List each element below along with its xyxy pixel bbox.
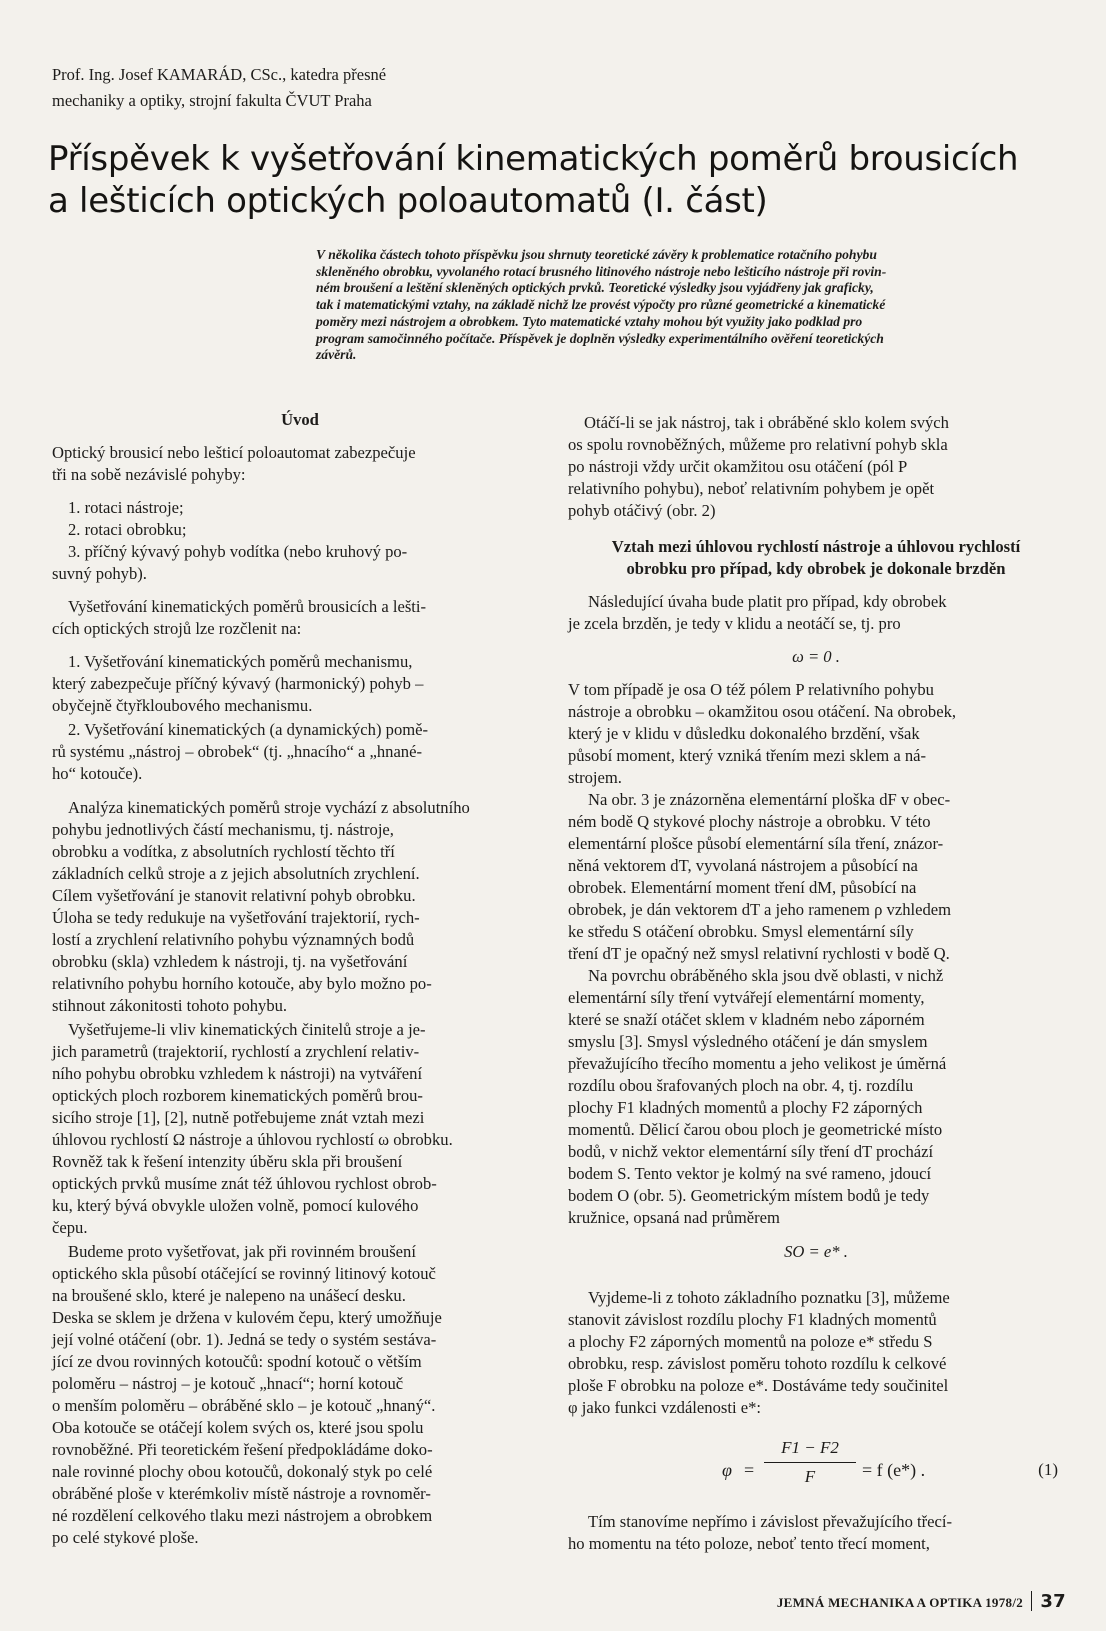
text-line: rovnoběžné. Při teoretickém řešení předpokládáme doko- bbox=[52, 1440, 433, 1459]
text-line: bodem S. Tento vektor je kolmý na své rameno, jdoucí bbox=[568, 1164, 932, 1183]
text-line: ního pohybu obrobku vzhledem k nástroji) na vytváření bbox=[52, 1064, 423, 1083]
text-line: relativního pohybu horního kotouče, aby bylo možno po- bbox=[52, 974, 432, 993]
text-line: 2. Vyšetřování kinematických (a dynamických) pomě- bbox=[68, 720, 429, 739]
text-line: po nástroji vždy určit okamžitou osu otáčení (pól P bbox=[568, 457, 908, 476]
text-line: stihnout zákonitosti tohoto pohybu. bbox=[52, 996, 288, 1015]
text-line: ho momentu na této poloze, neboť tento třecí moment, bbox=[568, 1534, 930, 1553]
formula-numerator: F1 − F2 bbox=[781, 1438, 839, 1457]
text-line: Vyšetřujeme-li vliv kinematických činitelů stroje a je- bbox=[68, 1020, 426, 1039]
text-line: optického skla působí otáčející se rovinný litinový kotouč bbox=[52, 1264, 436, 1283]
text-line: Vyšetřování kinematických poměrů brousicích a lešti- bbox=[68, 597, 427, 616]
text-line: elementární plošce působí elementární síla tření, znázor- bbox=[568, 834, 944, 853]
section-heading-line-2: obrobku pro případ, kdy obrobek je dokonale brzděn bbox=[626, 559, 1006, 578]
abstract-line: skleněného obrobku, vyvolaného rotací brusného litinového nástroje nebo lešticího nástroje při rovin- bbox=[316, 263, 887, 279]
text-line: na broušené sklo, které je nalepeno na unášecí desku. bbox=[52, 1286, 406, 1305]
text-line: lostí a zrychlení relativního pohybu významných bodů bbox=[52, 930, 415, 949]
text-line: ném bodě Q stykové plochy nástroje a obrobku. V této bbox=[568, 812, 931, 831]
equation-omega: ω = 0 . bbox=[792, 647, 840, 666]
equation-so: SO = e* . bbox=[784, 1242, 848, 1261]
text-line: Tím stanovíme nepřímo i závislost převažujícího třecí- bbox=[588, 1512, 953, 1531]
text-line: sicího stroje [1], [2], nutně potřebujeme znát vztah mezi bbox=[52, 1108, 425, 1127]
text-line: ku, který bývá obvykle uložen volně, pomocí kulového bbox=[52, 1196, 419, 1215]
text-line: kružnice, opsaná nad průměrem bbox=[568, 1208, 780, 1227]
text-line: Na povrchu obráběného skla jsou dvě oblasti, v nichž bbox=[588, 966, 944, 985]
text-line: jich parametrů (trajektorií, rychlostí a zrychlení relativ- bbox=[52, 1042, 420, 1061]
text-line: a plochy F2 záporných momentů na poloze e* středu S bbox=[568, 1332, 933, 1351]
page-number: 37 bbox=[1040, 1591, 1066, 1612]
text-line: který zabezpečuje příčný kývavý (harmonický) pohyb – bbox=[52, 674, 424, 693]
text-line: smyslu [3]. Smysl výsledného otáčení je dán smyslem bbox=[568, 1032, 928, 1051]
list-item: 1. rotaci nástroje; bbox=[68, 498, 184, 517]
abstract-line: V několika částech tohoto příspěvku jsou shrnuty teoretické závěry k problematice rotačního pohybu bbox=[316, 247, 877, 262]
text-line: Budeme proto vyšetřovat, jak při rovinném broušení bbox=[68, 1242, 416, 1261]
text-line: Cílem vyšetřování je stanovit relativní pohyb obrobku. bbox=[52, 886, 416, 905]
text-line: Otáčí-li se jak nástroj, tak i obráběné sklo kolem svých bbox=[584, 413, 949, 432]
text-line: tři na sobě nezávislé pohyby: bbox=[52, 465, 246, 484]
text-line: Oba kotouče se otáčejí kolem svých os, které jsou spolu bbox=[52, 1418, 424, 1437]
text-line: bodů, v nichž vektor elementární síly tření dT prochází bbox=[568, 1142, 934, 1161]
text-line: ke středu S otáčení obrobku. Smysl elementární síly bbox=[568, 922, 914, 941]
abstract-line: tak i matematickými vztahy, na základě nichž lze provést výpočty pro různé geometrické a kinematické bbox=[316, 297, 886, 313]
text-line: Deska se sklem je držena v kulovém čepu, který umožňuje bbox=[52, 1308, 442, 1327]
title-line-2: a lešticích optických poloautomatů (I. část) bbox=[48, 181, 768, 221]
text-line: optických ploch rozborem kinematických poměrů brou- bbox=[52, 1086, 423, 1105]
text-line: převažujícího třecího momentu a jeho velikost je úměrná bbox=[568, 1054, 947, 1073]
text-line: obrobek, je dán vektorem dT a jeho ramenem ρ vzhledem bbox=[568, 900, 952, 919]
text-line: momentů. Dělicí čarou obou ploch je geometrické místo bbox=[568, 1120, 943, 1139]
text-line: os spolu rovnoběžných, můžeme pro relativní pohyb skla bbox=[568, 435, 948, 454]
text-line: optických prvků musíme znát též úhlovou rychlost obrob- bbox=[52, 1174, 437, 1193]
formula-equals: = bbox=[744, 1460, 755, 1480]
text-line: obrobek. Elementární moment tření dM, působící na bbox=[568, 878, 917, 897]
text-line: působí moment, který vzniká třením mezi sklem a ná- bbox=[568, 746, 927, 765]
section-heading-line-1: Vztah mezi úhlovou rychlostí nástroje a úhlovou rychlostí bbox=[611, 537, 1021, 556]
abstract bbox=[316, 247, 1066, 364]
text-line: 1. Vyšetřování kinematických poměrů mechanismu, bbox=[68, 652, 413, 671]
text-line: Následující úvaha bude platit pro případ, kdy obrobek bbox=[588, 592, 947, 611]
title-line-1: Příspěvek k vyšetřování kinematických poměrů brousicích bbox=[48, 139, 1019, 179]
text-line: suvný pohyb). bbox=[52, 564, 147, 583]
formula-rhs: = f (e*) . bbox=[862, 1460, 926, 1480]
abstract-line: závěrů. bbox=[316, 347, 357, 363]
text-line: po celé stykové ploše. bbox=[52, 1528, 199, 1547]
abstract-line: program samočinného počítače. Příspěvek je doplněn výsledky experimentálního ověření teoretických bbox=[316, 330, 884, 346]
text-line: obrobku (skla) vzhledem k nástroji, tj. na vyšetřování bbox=[52, 952, 408, 971]
text-line: které se snaží otáčet sklem v kladném nebo záporném bbox=[568, 1010, 925, 1029]
text-line: bodem O (obr. 5). Geometrickým místem bodů je tedy bbox=[568, 1186, 930, 1205]
list-item: 2. rotaci obrobku; bbox=[68, 520, 187, 539]
text-line: obráběné ploše v kterémkoliv místě nástroje a rovnoměr- bbox=[52, 1484, 431, 1503]
text-line: pohyb otáčivý (obr. 2) bbox=[568, 501, 716, 520]
text-line: nale rovinné plochy obou kotoučů, dokonalý styk po celé bbox=[52, 1462, 433, 1481]
text-line: Na obr. 3 je znázorněna elementární ploška dF v obec- bbox=[588, 790, 951, 809]
text-line: jící ze dvou rovinných kotoučů: spodní kotouč o větším bbox=[52, 1352, 422, 1371]
page-footer bbox=[700, 1591, 1066, 1612]
formula-lhs: φ bbox=[722, 1460, 732, 1480]
text-line: ho“ kotouče). bbox=[52, 764, 143, 783]
text-line: pohybu jednotlivých částí mechanismu, tj. nástroje, bbox=[52, 820, 394, 839]
text-line: Úloha se tedy redukuje na vyšetřování trajektorií, rych- bbox=[52, 908, 420, 927]
text-line: Rovněž tak k řešení intenzity úběru skla při broušení bbox=[52, 1152, 403, 1171]
abstract-line: ném broušení a leštění skleněných optických prvků. Teoretické výsledky jsou vyjádřeny jak graficky, bbox=[316, 280, 874, 296]
text-line: φ jako funkci vzdálenosti e*: bbox=[568, 1398, 761, 1417]
text-line: rozdílu obou šrafovaných ploch na obr. 4, tj. rozdílu bbox=[568, 1076, 914, 1095]
fraction-bar bbox=[764, 1462, 856, 1463]
text-line: elementární síly tření vytvářejí elementární momenty, bbox=[568, 988, 925, 1007]
equation-1 bbox=[568, 1438, 1064, 1498]
author-affiliation bbox=[52, 62, 572, 114]
text-line: základních celků stroje a z jejich absolutních zrychlení. bbox=[52, 864, 420, 883]
text-line: který je v klidu v důsledku dokonalého brzdění, však bbox=[568, 724, 920, 743]
text-line: úhlovou rychlostí Ω nástroje a úhlovou rychlostí ω obrobku. bbox=[52, 1130, 453, 1149]
text-line: plochy F1 kladných momentů a plochy F2 záporných bbox=[568, 1098, 923, 1117]
text-line: poloměru – nástroj – je kotouč „hnací“; horní kotouč bbox=[52, 1374, 404, 1393]
text-line: stanovit závislost rozdílu plochy F1 kladných momentů bbox=[568, 1310, 937, 1329]
text-line: je zcela brzděn, je tedy v klidu a neotáčí se, tj. pro bbox=[568, 614, 901, 633]
text-line: V tom případě je osa O též pólem P relativního pohybu bbox=[568, 680, 934, 699]
text-line: Vyjdeme-li z tohoto základního poznatku [3], můžeme bbox=[588, 1288, 950, 1307]
text-line: o menším poloměru – obráběné sklo – je kotouč „hnaný“. bbox=[52, 1396, 436, 1415]
abstract-line: poměry mezi nástrojem a obrobkem. Tyto matematické vztahy mohou být využity jako podklad pro bbox=[316, 313, 863, 329]
text-line: čepu. bbox=[52, 1218, 88, 1237]
footer-divider bbox=[1031, 1591, 1032, 1611]
article-title bbox=[48, 138, 1058, 222]
section-heading-uvod: Úvod bbox=[281, 410, 319, 429]
equation-number: (1) bbox=[1038, 1460, 1058, 1479]
author-line-1: Prof. Ing. Josef KAMARÁD, CSc., katedra přesné bbox=[52, 65, 387, 84]
author-line-2: mechaniky a optiky, strojní fakulta ČVUT Praha bbox=[52, 91, 372, 110]
text-line: Analýza kinematických poměrů stroje vychází z absolutního bbox=[68, 798, 470, 817]
text-line: její volné otáčení (obr. 1). Jedná se tedy o systém sestáva- bbox=[52, 1330, 437, 1349]
text-line: nástroje a obrobku – okamžitou osou otáčení. Na obrobek, bbox=[568, 702, 957, 721]
text-line: tření dT je opačný než smysl relativní rychlosti v bodě Q. bbox=[568, 944, 950, 963]
text-line: Optický brousicí nebo lešticí poloautomat zabezpečuje bbox=[52, 443, 416, 462]
text-line: strojem. bbox=[568, 768, 622, 787]
text-line: něná vektorem dT, vyvolaná nástrojem a působící na bbox=[568, 856, 918, 875]
text-line: obrobku a vodítka, z absolutních rychlostí těchto tří bbox=[52, 842, 395, 861]
text-line: rů systému „nástroj – obrobek“ (tj. „hnacího“ a „hnané- bbox=[52, 742, 422, 761]
formula-denominator: F bbox=[804, 1467, 816, 1486]
journal-name: JEMNÁ MECHANIKA A OPTIKA 1978/2 bbox=[776, 1595, 1024, 1610]
text-line: obyčejně čtyřkloubového mechanismu. bbox=[52, 696, 313, 715]
text-line: ploše F obrobku na poloze e*. Dostáváme tedy součinitel bbox=[568, 1376, 949, 1395]
list-item: 3. příčný kývavý pohyb vodítka (nebo kruhový po- bbox=[68, 542, 408, 561]
formula-fraction bbox=[764, 1438, 856, 1487]
text-line: cích optických strojů lze rozčlenit na: bbox=[52, 619, 302, 638]
text-line: né rozdělení celkového tlaku mezi nástrojem a obrobkem bbox=[52, 1506, 433, 1525]
text-line: obrobku, resp. závislost poměru tohoto rozdílu k celkové bbox=[568, 1354, 947, 1373]
text-line: relativního pohybu), neboť relativním pohybem je opět bbox=[568, 479, 935, 498]
